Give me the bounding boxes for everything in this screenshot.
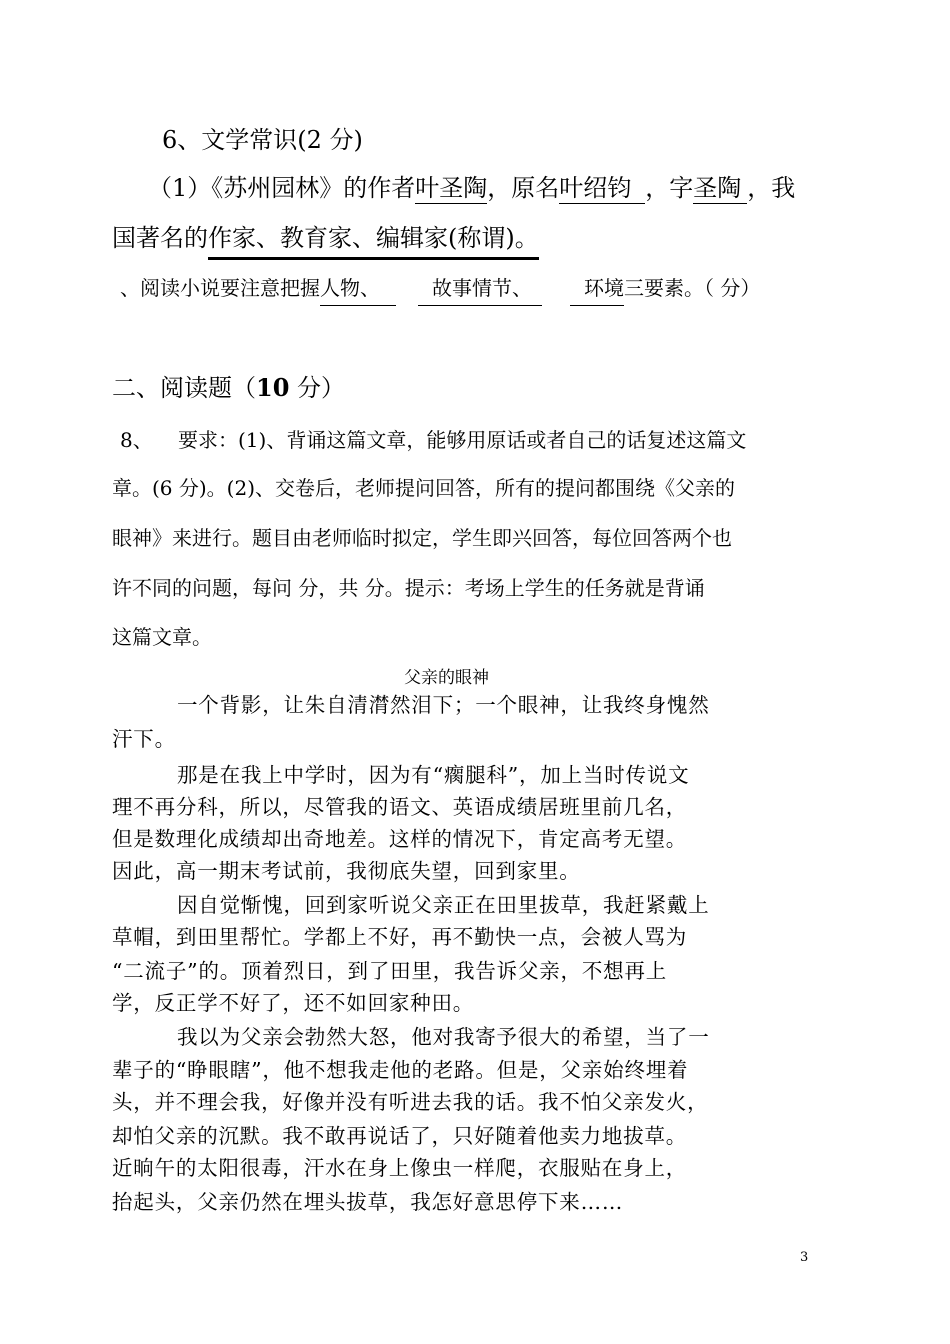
page-number: 3: [800, 1250, 809, 1265]
story-line: 但是数理化成绩却出奇地差。这样的情况下，肯定高考无望。: [112, 827, 688, 851]
answer-blank-3: 环境: [570, 272, 624, 306]
story-line: 我以为父亲会勃然大怒，他对我寄予很大的希望，当了一: [177, 1025, 710, 1049]
story-line: 一个背影，让朱自清潸然泪下；一个眼神，让我终身愧然: [177, 693, 710, 717]
story-line: 辈子的“睁眼瞎”，他不想我走他的老路。但是，父亲始终埋着: [112, 1058, 689, 1082]
story-line: “二流子”的。顶着烈日，到了田里，我告诉父亲，不想再上: [112, 959, 668, 983]
section-6-title: 6、文学常识(2 分): [162, 126, 363, 154]
section-2-title-text: 二、阅读题（: [112, 374, 256, 402]
story-line: 汗下。: [112, 727, 176, 751]
q7-line: [120, 272, 760, 306]
story-line: 头，并不理会我，好像并没有听进去我的话。我不怕父亲发火，: [112, 1090, 709, 1114]
story-line: 那是在我上中学时，因为有“瘸腿科”，加上当时传说文: [177, 763, 690, 787]
q1-tail: ，我: [747, 174, 796, 202]
q8-line-5: 这篇文章。: [112, 625, 212, 649]
story-title: 父亲的眼神: [404, 668, 489, 688]
q8-line-1: 要求：(1)、背诵这篇文章，能够用原话或者自己的话复述这篇文: [178, 428, 747, 452]
q8-number: 8、: [120, 428, 153, 452]
answer-blank-1: 人物、: [320, 272, 396, 306]
story-line: 理不再分科，所以，尽管我的语文、英语成绩居班里前几名，: [112, 795, 688, 819]
answer-courtesy-name: 圣陶: [693, 168, 747, 204]
answer-blank-2: 故事情节、: [418, 272, 542, 306]
section-2-title: [112, 368, 345, 403]
story-line: 学，反正学不好了，还不如回家种田。: [112, 991, 475, 1015]
section-2-score: 10: [256, 373, 290, 402]
story-line: 近晌午的太阳很毒，汗水在身上像虫一样爬，衣服贴在身上，: [112, 1156, 688, 1180]
q8-line-4: 许不同的问题，每问 分，共 分。提示：考场上学生的任务就是背诵: [112, 576, 705, 600]
answer-original-name: 叶绍钧: [559, 168, 645, 204]
story-line: 因此，高一期末考试前，我彻底失望，回到家里。: [112, 859, 581, 883]
story-line: 抬起头，父亲仍然在埋头拔草，我怎好意思停下来……: [112, 1190, 624, 1214]
answer-title: 作家、教育家、编辑家(称谓)。: [208, 218, 539, 260]
story-line: 却怕父亲的沉默。我不敢再说话了，只好随着他卖力地拔草。: [112, 1124, 688, 1148]
q1-line2-prefix: 国著名的: [112, 224, 208, 252]
story-line: 草帽，到田里帮忙。学都上不好，再不勤快一点，会被人骂为: [112, 925, 688, 949]
q1-line-2: [112, 218, 539, 260]
q8-line-3: 眼神》来进行。题目由老师临时拟定，学生即兴回答，每位回答两个也: [112, 526, 732, 550]
section-2-title-end: 分）: [289, 374, 346, 402]
answer-author: 叶圣陶: [415, 168, 487, 204]
q8-line-2: 章。(6 分)。(2)、交卷后，老师提问回答，所有的提问都围绕《父亲的: [112, 476, 736, 500]
q1-mid1: ，原名: [487, 174, 560, 202]
q1-mid2: ，字: [645, 174, 694, 202]
q1-line-1: [148, 168, 795, 204]
q7-suffix: 三要素。（ 分）: [624, 276, 761, 300]
q1-open: （1）《苏州园林》的作者: [148, 174, 416, 202]
story-line: 因自觉惭愧，回到家听说父亲正在田里拔草，我赶紧戴上: [177, 893, 710, 917]
q7-prefix: 、阅读小说要注意把握: [120, 276, 320, 300]
